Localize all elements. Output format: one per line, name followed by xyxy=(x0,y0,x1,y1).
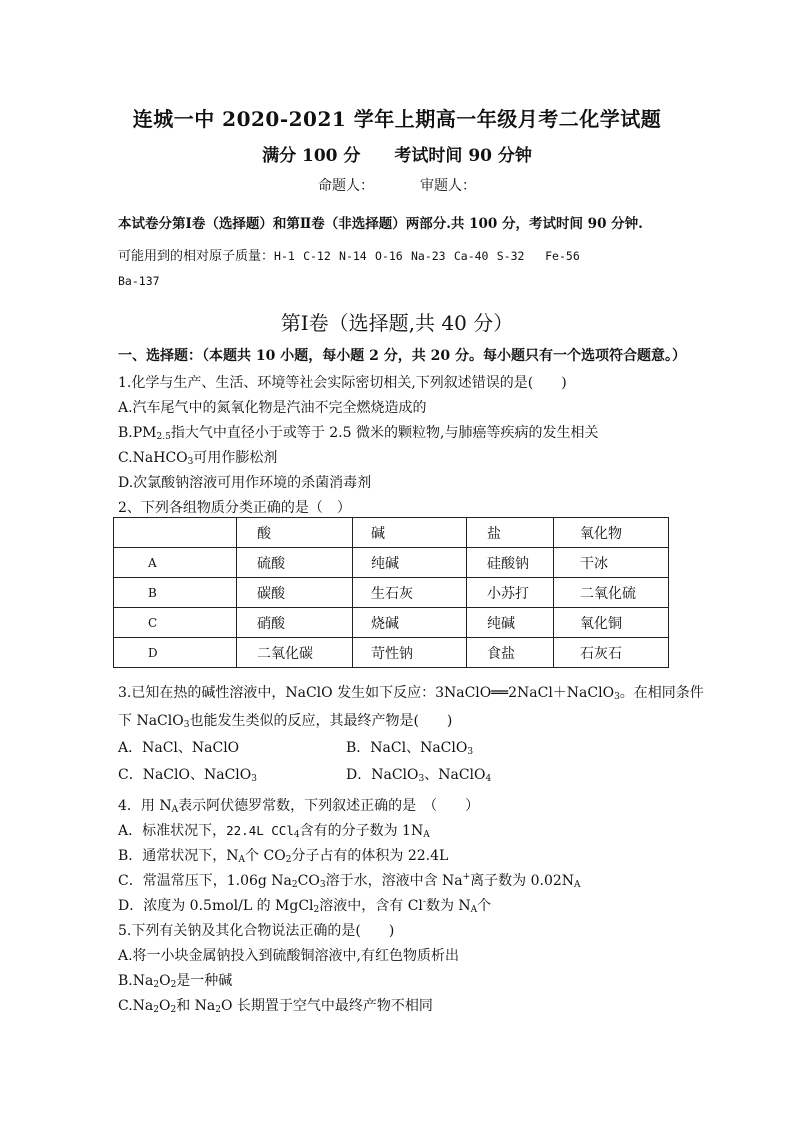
exam-subtitle xyxy=(0,141,794,166)
table-cell: 二氧化硫 xyxy=(554,578,669,608)
table-cell: 氧化铜 xyxy=(554,608,669,638)
table-cell: C xyxy=(114,608,237,638)
table-cell: D xyxy=(114,638,237,668)
q3-options-row1 xyxy=(118,737,239,757)
atomic-masses-continued: Ba-137 xyxy=(118,274,160,288)
exam-title: 连城一中 2020-2021 学年上期高一年级月考二化学试题 xyxy=(132,107,662,131)
q1-option-d: D.次氯酸钠溶液可用作环境的杀菌消毒剂 xyxy=(118,475,372,491)
atomic-masses-label: 可能用到的相对原子质量： xyxy=(118,249,275,264)
q3-stem-line2: 下 NaClO$_3$也能发生类似的反应，其最终产物是( ) xyxy=(118,713,453,730)
table-cell: A xyxy=(114,548,237,578)
q3-option-a: A．NaCl、NaClO xyxy=(118,740,240,756)
mass-item: Fe-56 xyxy=(545,249,580,263)
table-cell: 生石灰 xyxy=(353,578,467,608)
q3-option-d: D．NaClO$_3$、NaClO$_4$ xyxy=(346,767,492,784)
table-cell: 食盐 xyxy=(467,638,554,668)
q1-option-a: A.汽车尾气中的氮氧化物是汽油不完全燃烧造成的 xyxy=(118,400,427,416)
q5-stem: 5.下列有关钠及其化合物说法正确的是( ) xyxy=(118,923,395,939)
table-row xyxy=(114,638,669,668)
table-cell: 碳酸 xyxy=(237,578,353,608)
table-header-cell: 酸 xyxy=(237,518,353,548)
author-label: 命题人： xyxy=(318,178,374,194)
table-cell: 纯碱 xyxy=(467,608,554,638)
table-row xyxy=(114,578,669,608)
table-cell: 小苏打 xyxy=(467,578,554,608)
table-cell: 干冰 xyxy=(554,548,669,578)
table-cell: 石灰石 xyxy=(554,638,669,668)
mass-item: O-16 xyxy=(375,249,403,263)
classification-table xyxy=(113,517,669,668)
table-header-cell: 氧化物 xyxy=(554,518,669,548)
atomic-masses xyxy=(118,245,580,264)
table-header-row xyxy=(114,518,669,548)
mass-item: C-12 xyxy=(303,249,331,263)
q3-stem-line1: 3.已知在热的碱性溶液中，NaClO 发生如下反应：3NaClO══2NaCl＋NaClO$_3$。在相同条件 xyxy=(118,685,704,702)
mass-item: Ca-40 xyxy=(453,249,489,263)
mass-item: S-32 xyxy=(496,249,525,263)
authors-line xyxy=(0,175,794,195)
table-cell: 硫酸 xyxy=(237,548,353,578)
q1-stem: 1.化学与生产、生活、环境等社会实际密切相关,下列叙述错误的是( ) xyxy=(118,375,567,391)
mass-item: Na-23 xyxy=(410,249,446,263)
full-score: 满分 100 分 xyxy=(262,146,361,166)
table-cell: 烧碱 xyxy=(353,608,467,638)
q3-option-c: C．NaClO、NaClO$_3$ xyxy=(118,767,257,784)
mass-item: N-14 xyxy=(339,249,367,263)
q4-stem: 4．用 $N_A$表示阿伏德罗常数，下列叙述正确的是 （ ） xyxy=(118,798,480,815)
q1-option-b: $B.PM_{2.5}$指大气中直径小于或等于 2.5 微米的颗粒物,与肺癌等疾病的发生相关 xyxy=(118,425,599,442)
q4-option-d: D．浓度为 0.5mol/L 的 MgCl$_2$溶液中，含有 Cl-数为 $N_A$个 xyxy=(118,897,492,915)
table-cell: 硝酸 xyxy=(237,608,353,638)
exam-notice: 本试卷分第Ⅰ卷（选择题）和第Ⅱ卷（非选择题）两部分.共 100 分，考试时间 90 分钟. xyxy=(118,216,643,232)
table-cell: 二氧化碳 xyxy=(237,638,353,668)
table-cell: B xyxy=(114,578,237,608)
table-row xyxy=(114,548,669,578)
table-header-cell: 盐 xyxy=(467,518,554,548)
q4-option-a: A．标准状况下，22.4L CCl$_4$含有的分子数为 $1N_A$ xyxy=(118,823,430,840)
q4-option-b: B．通常状况下，$N_A$个 $CO_2$分子占有的体积为 22.4L xyxy=(118,848,449,865)
q4-option-c: C．常温常压下，1.06g $Na_2CO_3$溶于水，溶液中含 Na+离子数为 $0.02N_A$ xyxy=(118,872,581,890)
mass-item: H-1 xyxy=(274,249,295,263)
part-one-heading: 一、选择题：（本题共 10 小题，每小题 2 分，共 20 分。每小题只有一个选项符合题意。） xyxy=(118,348,686,364)
q5-option-c: $C.Na_2O_2$和 $Na_2O$ 长期置于空气中最终产物不相同 xyxy=(118,998,433,1015)
q2-stem: 2、下列各组物质分类正确的是（ ） xyxy=(118,500,351,516)
reviewer-label: 审题人： xyxy=(420,178,476,194)
section-title: 第Ⅰ卷（选择题,共 40 分） xyxy=(280,311,514,335)
table-cell: 纯碱 xyxy=(353,548,467,578)
q1-option-c: C.NaHCO$_3$可用作膨松剂 xyxy=(118,450,278,467)
table-cell: 硅酸钠 xyxy=(467,548,554,578)
q5-option-b: $B.Na_2O_2$是一种碱 xyxy=(118,973,233,990)
q3-option-b: B．NaCl、NaClO$_3$ xyxy=(346,740,474,757)
exam-time: 考试时间 90 分钟 xyxy=(394,146,532,166)
table-row xyxy=(114,608,669,638)
table-header-cell: 碱 xyxy=(353,518,467,548)
table-cell xyxy=(114,518,237,548)
table-cell: 苛性钠 xyxy=(353,638,467,668)
q5-option-a: A.将一小块金属钠投入到硫酸铜溶液中,有红色物质析出 xyxy=(118,948,460,964)
